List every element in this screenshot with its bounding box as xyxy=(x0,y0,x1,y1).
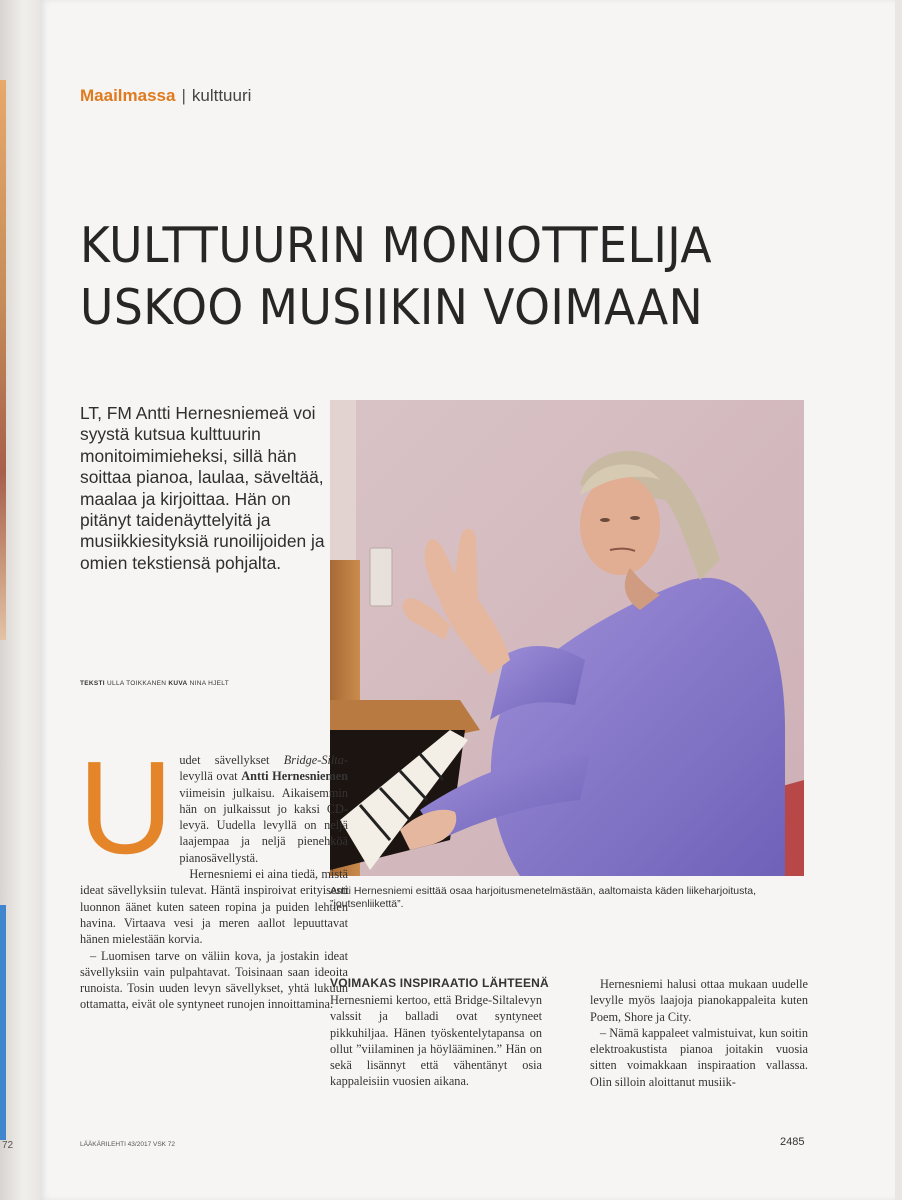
body-paragraph-5: Hernesniemi halusi ottaa mukaan uudelle levylle myös laajoja pianokappaleita kuten Poem, Shore ja City. xyxy=(590,977,808,1024)
byline-author: ULLA TOIKKANEN xyxy=(107,680,167,687)
magazine-page xyxy=(40,0,895,1200)
article-title xyxy=(80,215,805,339)
page-number: 2485 xyxy=(780,1136,805,1148)
body-p1-b: -levyllä ovat xyxy=(179,753,348,784)
body-paragraph-4: Hernesniemi kertoo, että Bridge-Siltalevyn valssit ja balladi ovat syntyneet pikkuhiljaa. Hänen työskentelytapansa on ollut ”viilaminen ja höylääminen.” Hän on sekä lisännyt että vähentänyt osia kappaleisiin vuosien aikana. xyxy=(330,993,542,1089)
body-paragraph-6: – Nämä kappaleet valmistuivat, kun soitin elektroakustista pianoa joitakin vuosia sitten voimakkaan inspiraation vallassa. Olin silloin aloittanut musiik- xyxy=(590,1025,808,1089)
section-subname: kulttuuri xyxy=(191,86,252,105)
article-title-line-2: USKOO MUSIIKIN VOIMAAN xyxy=(80,279,704,336)
previous-page-number: 72 xyxy=(2,1140,14,1151)
subheading: VOIMAKAS INSPIRAATIO LÄHTEENÄ xyxy=(330,976,549,990)
byline xyxy=(80,680,229,687)
drop-cap: U xyxy=(78,734,174,881)
byline-text-label: TEKSTI xyxy=(80,680,105,687)
journal-footer: LÄÄKÄRILEHTI 43/2017 VSK 72 xyxy=(80,1141,176,1148)
photo-caption: Antti Hernesniemi esittää osaa harjoitusmenetelmästään, aaltomaista käden liikeharjoitusta, ”joutsenliikettä”. xyxy=(330,885,757,910)
body-column-2 xyxy=(330,992,542,1090)
lead-paragraph: LT, FM Antti Hernesniemeä voi syystä kutsua kulttuurin monitoimimieheksi, sillä hän soittaa pianoa, laulaa, säveltää, maalaa ja kirjoittaa. Hän on pitänyt taidenäyttelyitä ja musiikkiesityksiä runoilijoiden ja omien tekstiensä pohjalta. xyxy=(80,403,325,573)
previous-page-edge xyxy=(0,0,40,1200)
pianist-photo-illustration xyxy=(330,400,804,876)
body-p1-a: udet sävellykset xyxy=(179,753,284,767)
section-header xyxy=(80,86,251,106)
article-photo xyxy=(330,400,804,876)
body-p1-c: viimeisin julkaisu. Aikaisemmin hän on julkaissut jo kaksi CD-levyä. Uudella levyllä on neljä laajempaa ja neljä pienehköä pianosävellystä. xyxy=(179,785,348,865)
byline-photographer: NINA HJELT xyxy=(189,680,229,687)
byline-photo-label: KUVA xyxy=(168,680,188,687)
body-paragraph-3: – Luomisen tarve on väliin kova, ja jostakin ideat sävellyksiin vain pulpahtavat. Toisinaan saan ideoita runoista. Tosin uuden levyn sävellykset, yhtä lukuun ottamatta, eivät ole syntyneet runojen innoittamina. xyxy=(80,948,348,1012)
previous-page-image-strip xyxy=(0,80,6,640)
previous-page-blue-strip xyxy=(0,905,6,1140)
body-column-3 xyxy=(590,976,808,1090)
body-p1-name: Antti Hernesniemen xyxy=(241,769,348,784)
body-column-1 xyxy=(78,734,348,1013)
body-paragraph-2: Hernesniemi ei aina tiedä, mistä ideat sävellyksiin tulevat. Häntä inspiroivat erityisesti luonnon äänet kuten sateen ropina ja puiden lehtien havina. Virtaava vesi ja meren aallot lepuuttavat hänen mielestään korvia. xyxy=(80,867,348,947)
body-p1-album: Bridge-Silta xyxy=(283,753,344,767)
article-title-line-1: KULTTUURIN MONIOTTELIJA xyxy=(80,217,712,274)
section-name: Maailmassa xyxy=(80,86,176,105)
section-separator: | xyxy=(181,86,186,105)
